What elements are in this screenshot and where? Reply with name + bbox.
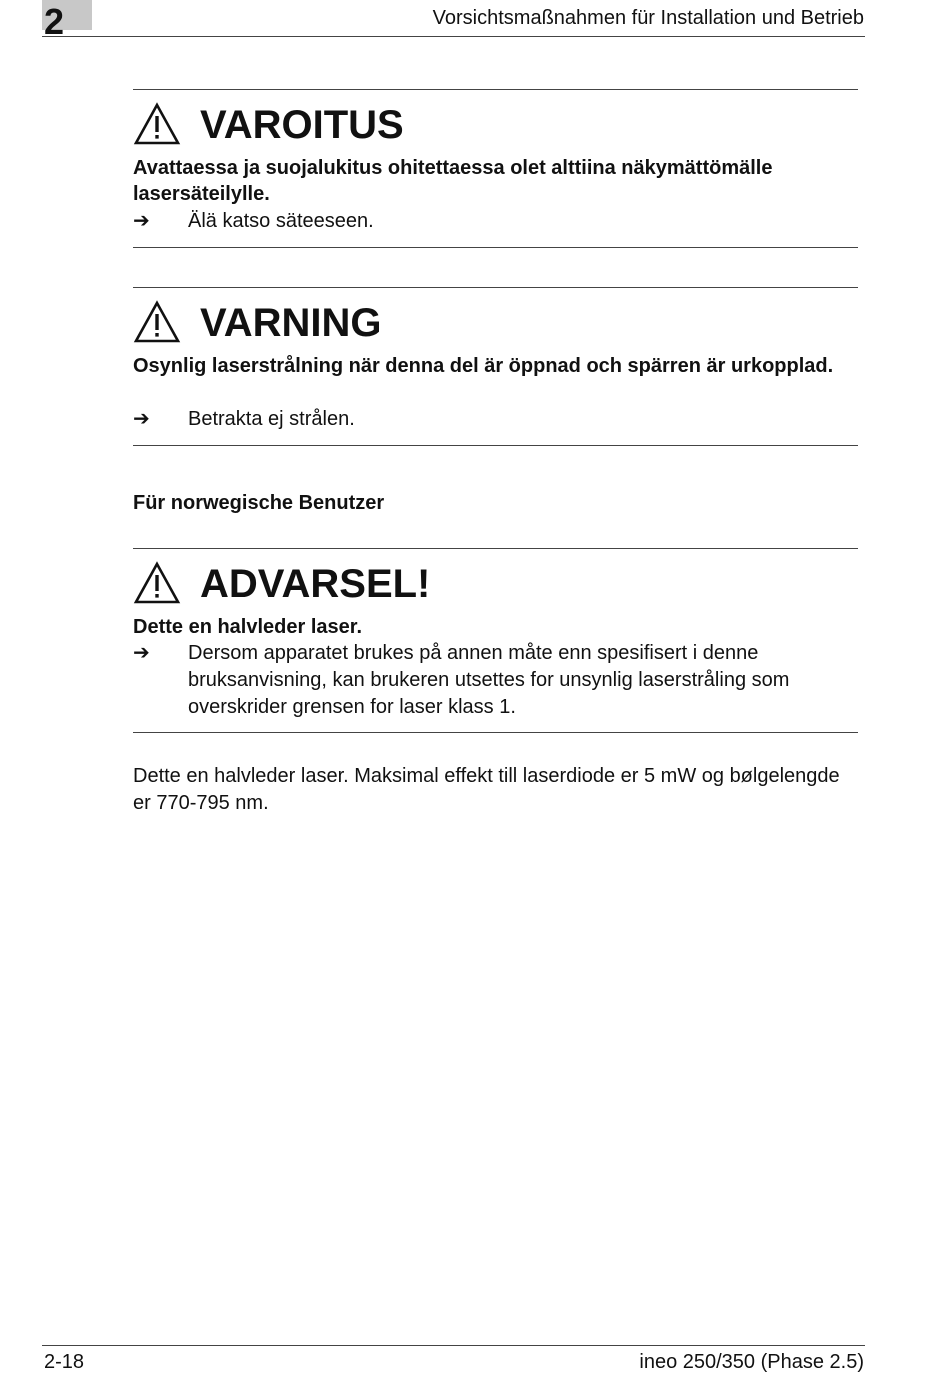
section-heading: Für norwegische Benutzer (133, 492, 385, 514)
arrow-right-icon: ➔ (133, 408, 150, 430)
warning-lead-text: Dette en halvleder laser. (133, 616, 363, 638)
arrow-right-icon: ➔ (133, 210, 150, 232)
warning-lead-text: Avattaessa ja suojalukitus ohitettaessa olet alttiina näkymättömälle lasersäteilylle. (133, 157, 773, 205)
warning-box-finnish (133, 89, 858, 248)
warning-instruction-text: Betrakta ej strålen. (188, 408, 355, 430)
warning-title: VARNING (200, 301, 382, 345)
warning-box-swedish (133, 287, 858, 446)
warning-title: VAROITUS (200, 103, 404, 147)
warning-instruction-text: Dersom apparatet brukes på annen måte enn spesifisert i denne bruksanvisning, kan brukeren utsettes for unsynlig laserstråling som overskrider grensen for laser klass 1. (188, 642, 790, 718)
warning-lead-text: Osynlig laserstrålning när denna del är öppnad och spärren är urkopplad. (133, 355, 834, 377)
page-header-title: Vorsichtsmaßnahmen für Installation und Betrieb (432, 7, 864, 29)
warning-instruction-text: Älä katso säteeseen. (188, 210, 374, 232)
warning-triangle-icon (133, 102, 181, 146)
page-number: 2-18 (44, 1351, 85, 1373)
header-divider (42, 36, 865, 37)
product-name: ineo 250/350 (Phase 2.5) (639, 1351, 864, 1373)
arrow-right-icon: ➔ (133, 642, 150, 664)
footer-divider (42, 1345, 865, 1346)
warning-triangle-icon (133, 561, 181, 605)
warning-triangle-icon (133, 300, 181, 344)
body-paragraph: Dette en halvleder laser. Maksimal effekt till laserdiode er 5 mW og bølgelengde er 770-795 nm. (133, 765, 840, 814)
warning-title: ADVARSEL! (200, 562, 431, 606)
chapter-number: 2 (44, 1, 65, 42)
warning-box-norwegian (133, 548, 858, 733)
